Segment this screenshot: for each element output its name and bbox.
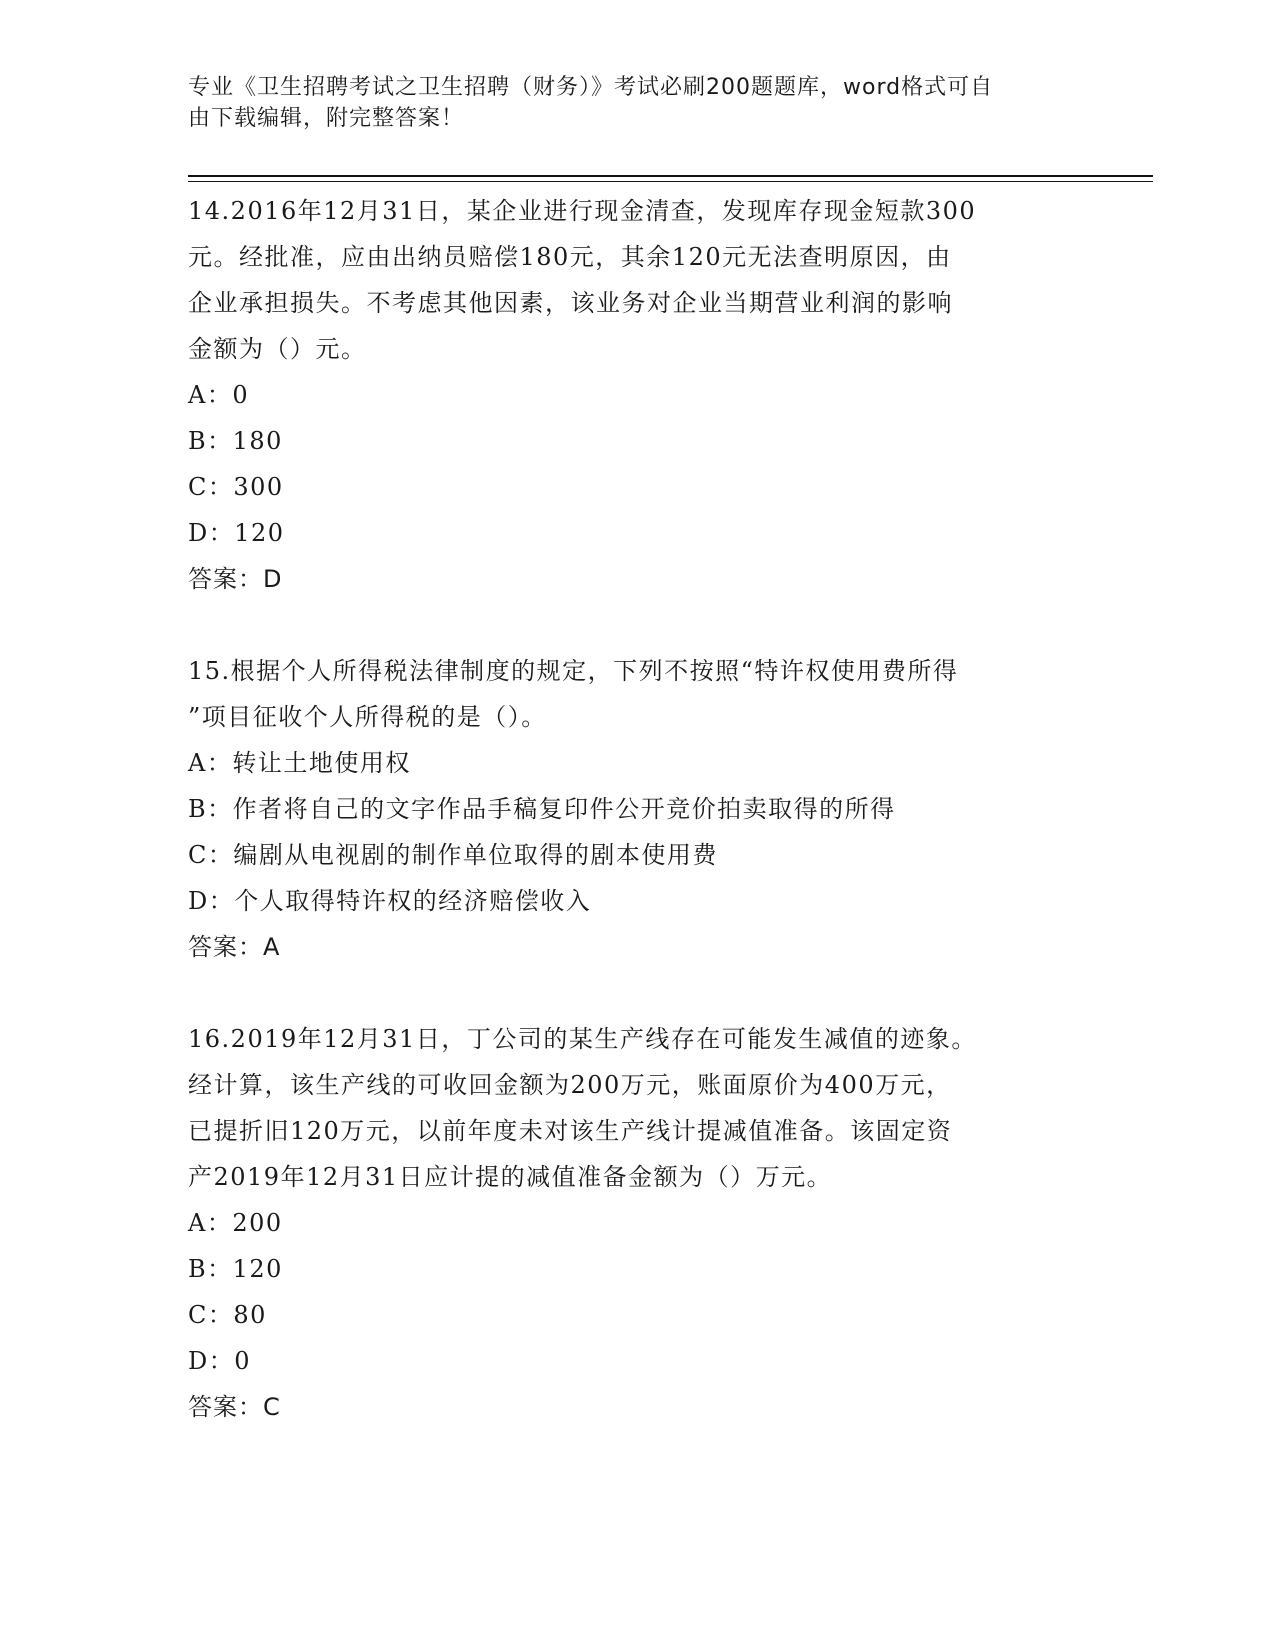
stem-line: 14.2016年12月31日，某企业进行现金清查，发现库存现金短款300	[188, 197, 977, 225]
option-d: D：120	[188, 519, 285, 547]
header-divider-thin	[188, 181, 1153, 182]
option-a: A：0	[188, 381, 250, 409]
stem-line: 15.根据个人所得税法律制度的规定，下列不按照“特许权使用费所得	[188, 657, 959, 685]
header-line-1: 专业《卫生招聘考试之卫生招聘（财务）》考试必刷200题题库，word格式可自	[188, 75, 994, 100]
question-stem	[188, 188, 1088, 372]
page-header	[188, 72, 1068, 134]
stem-line: 金额为（）元。	[188, 335, 367, 363]
option-b: B：作者将自己的文字作品手稿复印件公开竞价拍卖取得的所得	[188, 795, 896, 823]
stem-line: 产2019年12月31日应计提的减值准备金额为（）万元。	[188, 1163, 833, 1191]
stem-line: 16.2019年12月31日，丁公司的某生产线存在可能发生减值的迹象。	[188, 1025, 977, 1053]
question-list	[188, 188, 1088, 1430]
option-c: C：编剧从电视剧的制作单位取得的剧本使用费	[188, 841, 718, 869]
option-b: B：120	[188, 1255, 283, 1283]
answer: 答案：C	[188, 1393, 281, 1421]
option-c: C：300	[188, 473, 284, 501]
question-15	[188, 648, 1088, 970]
option-b: B：180	[188, 427, 283, 455]
stem-line: 企业承担损失。不考虑其他因素，该业务对企业当期营业利润的影响	[188, 289, 953, 317]
question-14	[188, 188, 1088, 602]
option-c: C：80	[188, 1301, 267, 1329]
answer: 答案：A	[188, 933, 281, 961]
question-stem	[188, 1016, 1088, 1200]
option-d: D：0	[188, 1347, 252, 1375]
stem-line: ”项目征收个人所得税的是（）。	[188, 703, 547, 731]
question-stem	[188, 648, 1088, 740]
option-d: D：个人取得特许权的经济赔偿收入	[188, 887, 592, 915]
header-divider-thick	[188, 175, 1153, 177]
option-a: A：200	[188, 1209, 283, 1237]
stem-line: 已提折旧120万元，以前年度未对该生产线计提减值准备。该固定资	[188, 1117, 953, 1145]
stem-line: 元。经批准，应由出纳员赔偿180元，其余120元无法查明原因，由	[188, 243, 952, 271]
stem-line: 经计算，该生产线的可收回金额为200万元，账面原价为400万元，	[188, 1071, 952, 1099]
header-line-2: 由下载编辑，附完整答案！	[188, 106, 465, 131]
answer: 答案：D	[188, 565, 283, 593]
question-16	[188, 1016, 1088, 1430]
option-a: A：转让土地使用权	[188, 749, 411, 777]
